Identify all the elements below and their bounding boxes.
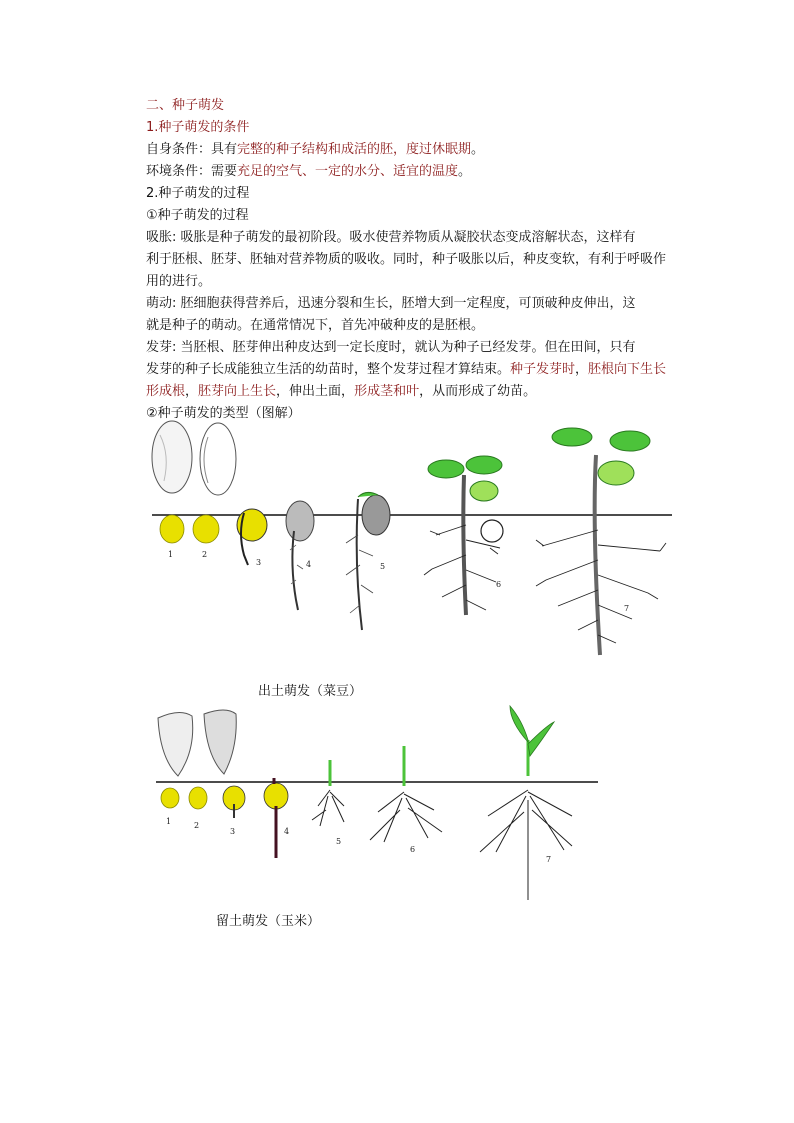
corn-stage-label-1: 1 [166, 817, 172, 826]
corn-stage-7-leaf-right [528, 722, 554, 756]
bean-stage-label-7: 7 [624, 604, 630, 613]
imbibition-para-line-1: 吸胀: 吸胀是种子萌发的最初阶段。吸水使营养物质从凝胶状态变成溶解状态，这样有 [146, 230, 636, 245]
bean-stage-1-seed [160, 515, 184, 543]
bean-stage-labels [168, 550, 629, 613]
corn-figure-caption: 留土萌发（玉米） [216, 914, 321, 929]
imbibition-para-line-3: 用的进行。 [146, 274, 212, 289]
bean-stage-5-seed [362, 495, 390, 535]
corn-stage-label-6: 6 [410, 845, 416, 854]
bean-stage-6-leaf-right [466, 456, 502, 474]
corn-stage-7-leaf-left [510, 706, 528, 742]
bean-stage-2-seed [193, 515, 219, 543]
bean-stage-4-seed [286, 501, 314, 541]
sprouting-para-line-1: 萌动: 胚细胞获得营养后，迅速分裂和生长，胚增大到一定程度，可顶破种皮伸出，这 [146, 296, 636, 311]
bean-stage-label-2: 2 [202, 550, 208, 559]
dry-bean-seed-1 [152, 421, 192, 493]
germination-para-line-1: 发芽: 当胚根、胚芽伸出种皮达到一定长度时，就认为种子已经发芽。但在田间，只有 [146, 340, 636, 355]
bean-stage-6-leaf-left [428, 460, 464, 478]
dry-corn-kernel-2 [204, 710, 236, 774]
corn-stage-label-7: 7 [546, 855, 552, 864]
bean-stage-label-6: 6 [496, 580, 502, 589]
bean-germination-figure [140, 415, 680, 665]
item-1-title: ①种子萌发的过程 [146, 208, 249, 223]
bean-stage-7-cotyledon [598, 461, 634, 485]
self-condition-line: 自身条件：具有完整的种子结构和成活的胚，度过休眠期。 [146, 142, 485, 157]
corn-stage-1-kernel [161, 788, 179, 808]
germination-para-line-2: 发芽的种子长成能独立生活的幼苗时，整个发芽过程才算结束。种子发芽时，胚根向下生长 [146, 362, 667, 377]
corn-stage-4-kernel [264, 783, 288, 809]
bean-stage-6-seedcoat [481, 520, 503, 542]
corn-germination-figure [150, 700, 610, 905]
bean-stage-label-1: 1 [168, 550, 174, 559]
bean-stage-label-3: 3 [256, 558, 262, 567]
subsection-1-title: 1.种子萌发的条件 [146, 120, 250, 135]
bean-stage-label-4: 4 [306, 560, 312, 569]
sprouting-para-line-2: 就是种子的萌动。在通常情况下，首先冲破种皮的是胚根。 [146, 318, 485, 333]
item-2-title: ②种子萌发的类型（图解） [146, 406, 301, 421]
bean-stage-6-cotyledon [470, 481, 498, 501]
corn-stage-label-4: 4 [284, 827, 290, 836]
subsection-2-title: 2.种子萌发的过程 [146, 186, 250, 201]
environment-condition-line: 环境条件：需要充足的空气、一定的水分、适宜的温度。 [146, 164, 472, 179]
bean-stage-7-leaf-left [552, 428, 592, 446]
dry-bean-seed-2 [200, 423, 236, 495]
imbibition-para-line-2: 利于胚根、胚芽、胚轴对营养物质的吸收。同时，种子吸胀以后，种皮变软，有利于呼吸作 [146, 252, 667, 267]
corn-stage-label-2: 2 [194, 821, 200, 830]
section-title: 二、种子萌发 [146, 98, 225, 113]
corn-stage-label-3: 3 [230, 827, 236, 836]
bean-stage-7-leaf-right [610, 431, 650, 451]
bean-figure-caption: 出土萌发（菜豆） [258, 684, 363, 699]
bean-stage-label-5: 5 [380, 562, 386, 571]
dry-corn-kernel-1 [158, 712, 193, 776]
corn-stage-2-kernel [189, 787, 207, 809]
corn-stage-label-5: 5 [336, 837, 342, 846]
germination-para-line-3: 形成根，胚芽向上生长，伸出土面，形成茎和叶，从而形成了幼苗。 [146, 384, 537, 399]
